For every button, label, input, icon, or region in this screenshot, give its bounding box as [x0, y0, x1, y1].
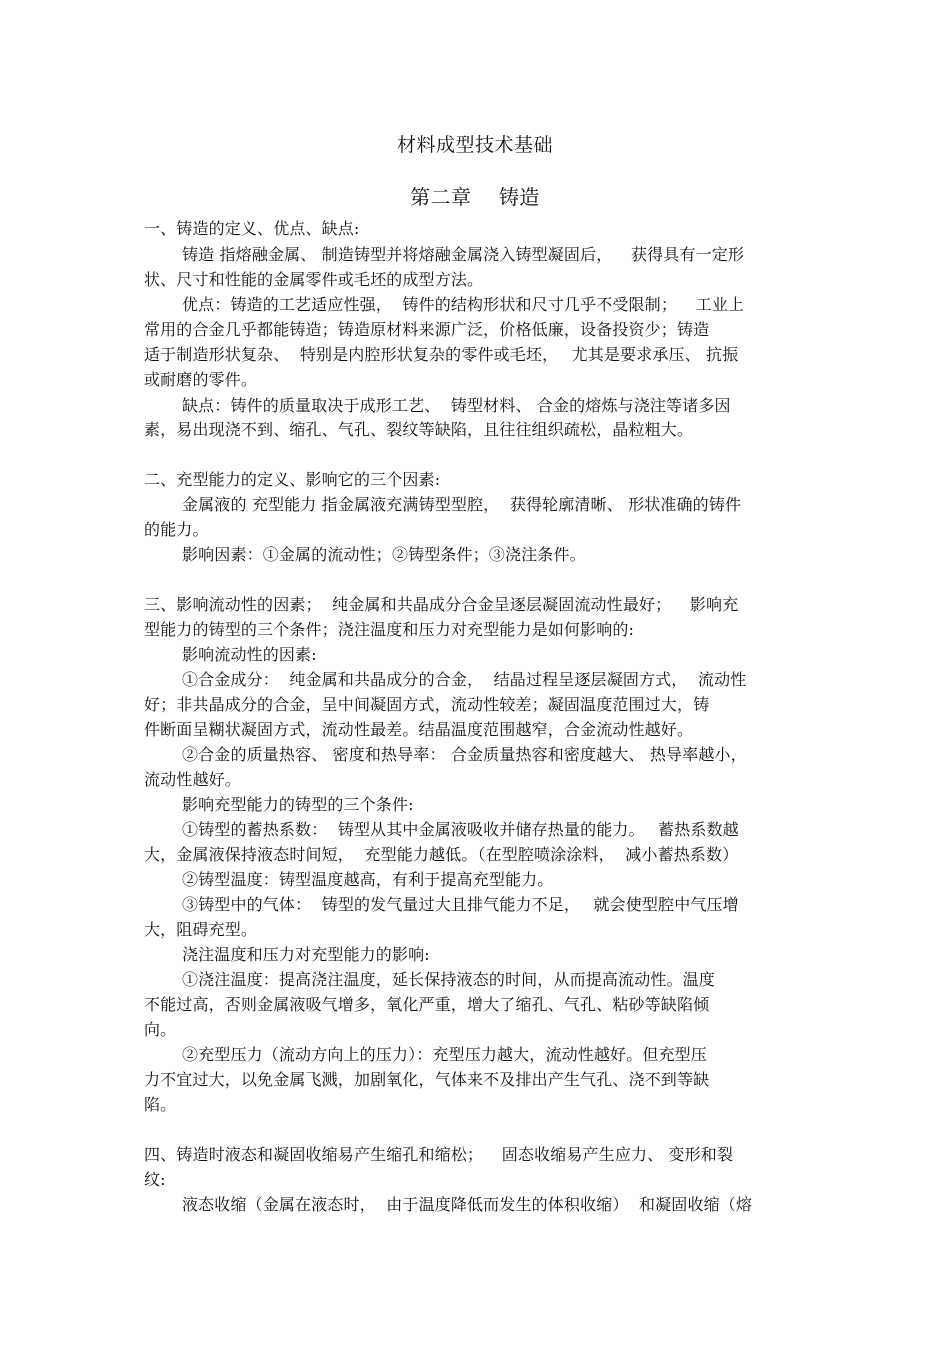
paragraph-line: ①合金成分： 纯金属和共晶成分的合金， 结晶过程呈逐层凝固方式， 流动性 — [182, 670, 747, 689]
paragraph-line: ②充型压力（流动方向上的压力）：充型压力越大，流动性越好。但充型压 — [182, 1045, 707, 1064]
paragraph-line: 素，易出现浇不到、缩孔、气孔、裂纹等缺陷，且往往组织疏松，晶粒粗大。 — [144, 420, 694, 439]
paragraph-line: 不能过高，否则金属液吸气增多，氧化严重，增大了缩孔、气孔、粘砂等缺陷倾 — [144, 995, 710, 1014]
paragraph-line: 大，阻碍充型。 — [144, 920, 258, 939]
section-heading: 四、铸造时液态和凝固收缩易产生缩孔和缩松； 固态收缩易产生应力、 变形和裂 — [144, 1145, 734, 1164]
paragraph-line: 型能力的铸型的三个条件；浇注温度和压力对充型能力是如何影响的: — [144, 620, 635, 639]
paragraph-line: 流动性越好。 — [144, 770, 241, 789]
paragraph-line: 陷。 — [144, 1095, 177, 1114]
paragraph-line: 液态收缩（金属在液态时， 由于温度降低而发生的体积收缩） 和凝固收缩（熔 — [182, 1195, 753, 1214]
paragraph-line: 适于制造形状复杂、 特别是内腔形状复杂的零件或毛坯， 尤其是要求承压、 抗振 — [144, 345, 739, 364]
paragraph-line: ②铸型温度：铸型温度越高，有利于提高充型能力。 — [182, 870, 554, 889]
paragraph-line: ①浇注温度：提高浇注温度，延长保持液态的时间，从而提高流动性。温度 — [182, 970, 715, 989]
paragraph-line: 常用的合金几乎都能铸造；铸造原材料来源广泛，价格低廉，设备投资少；铸造 — [144, 320, 710, 339]
paragraph-line: 影响因素：①金属的流动性；②铸型条件；③浇注条件。 — [182, 545, 586, 564]
paragraph-line: ③铸型中的气体： 铸型的发气量过大且排气能力不足， 就会使型腔中气压增 — [182, 895, 739, 914]
section-heading: 一、铸造的定义、优点、缺点: — [144, 219, 360, 238]
paragraph-line: 纹: — [144, 1170, 166, 1189]
chapter-heading: 第二章 铸造 — [410, 185, 540, 209]
paragraph-line: 优点：铸造的工艺适应性强， 铸件的结构形状和尺寸几乎不受限制； 工业上 — [182, 295, 745, 314]
paragraph-line: 好；非共晶成分的合金，呈中间凝固方式，流动性较差；凝固温度范围过大，铸 — [144, 695, 710, 714]
paragraph-line: 或耐磨的零件。 — [144, 370, 258, 389]
paragraph-line: 影响充型能力的铸型的三个条件: — [182, 795, 414, 814]
section-heading: 二、充型能力的定义、影响它的三个因素: — [144, 470, 441, 489]
paragraph-line: 状、尺寸和性能的金属零件或毛坯的成型方法。 — [144, 270, 484, 289]
paragraph-line: 件断面呈糊状凝固方式，流动性最差。结晶温度范围越窄，合金流动性越好。 — [144, 720, 694, 739]
paragraph-line: ②合金的质量热容、 密度和热导率： 合金质量热容和密度越大、 热导率越小， — [182, 745, 747, 764]
paragraph-line: ①铸型的蓄热系数： 铸型从其中金属液吸收并储存热量的能力。 蓄热系数越 — [182, 820, 739, 839]
paragraph-line: 影响流动性的因素: — [182, 645, 317, 664]
paragraph-line: 缺点：铸件的质量取决于成形工艺、 铸型材料、 合金的熔炼与浇注等诸多因 — [182, 396, 731, 415]
paragraph-line: 力不宜过大，以免金属飞溅，加剧氧化，气体来不及排出产生气孔、浇不到等缺 — [144, 1070, 710, 1089]
paragraph-line: 金属液的 充型能力 指金属液充满铸型型腔， 获得轮廓清晰、 形状准确的铸件 — [182, 495, 742, 514]
section-heading: 三、影响流动性的因素； 纯金属和共晶成分合金呈逐层凝固流动性最好； 影响充 — [144, 595, 739, 614]
paragraph-line: 的能力。 — [144, 520, 209, 539]
paragraph-line: 浇注温度和压力对充型能力的影响: — [182, 945, 430, 964]
paragraph-line: 大，金属液保持液态时间短， 充型能力越低。（在型腔喷涂涂料， 减小蓄热系数） — [144, 845, 739, 864]
document-title: 材料成型技术基础 — [396, 134, 553, 156]
paragraph-line: 向。 — [144, 1020, 177, 1039]
paragraph-line: 铸造 指熔融金属、 制造铸型并将熔融金属浇入铸型凝固后， 获得具有一定形 — [182, 245, 745, 264]
